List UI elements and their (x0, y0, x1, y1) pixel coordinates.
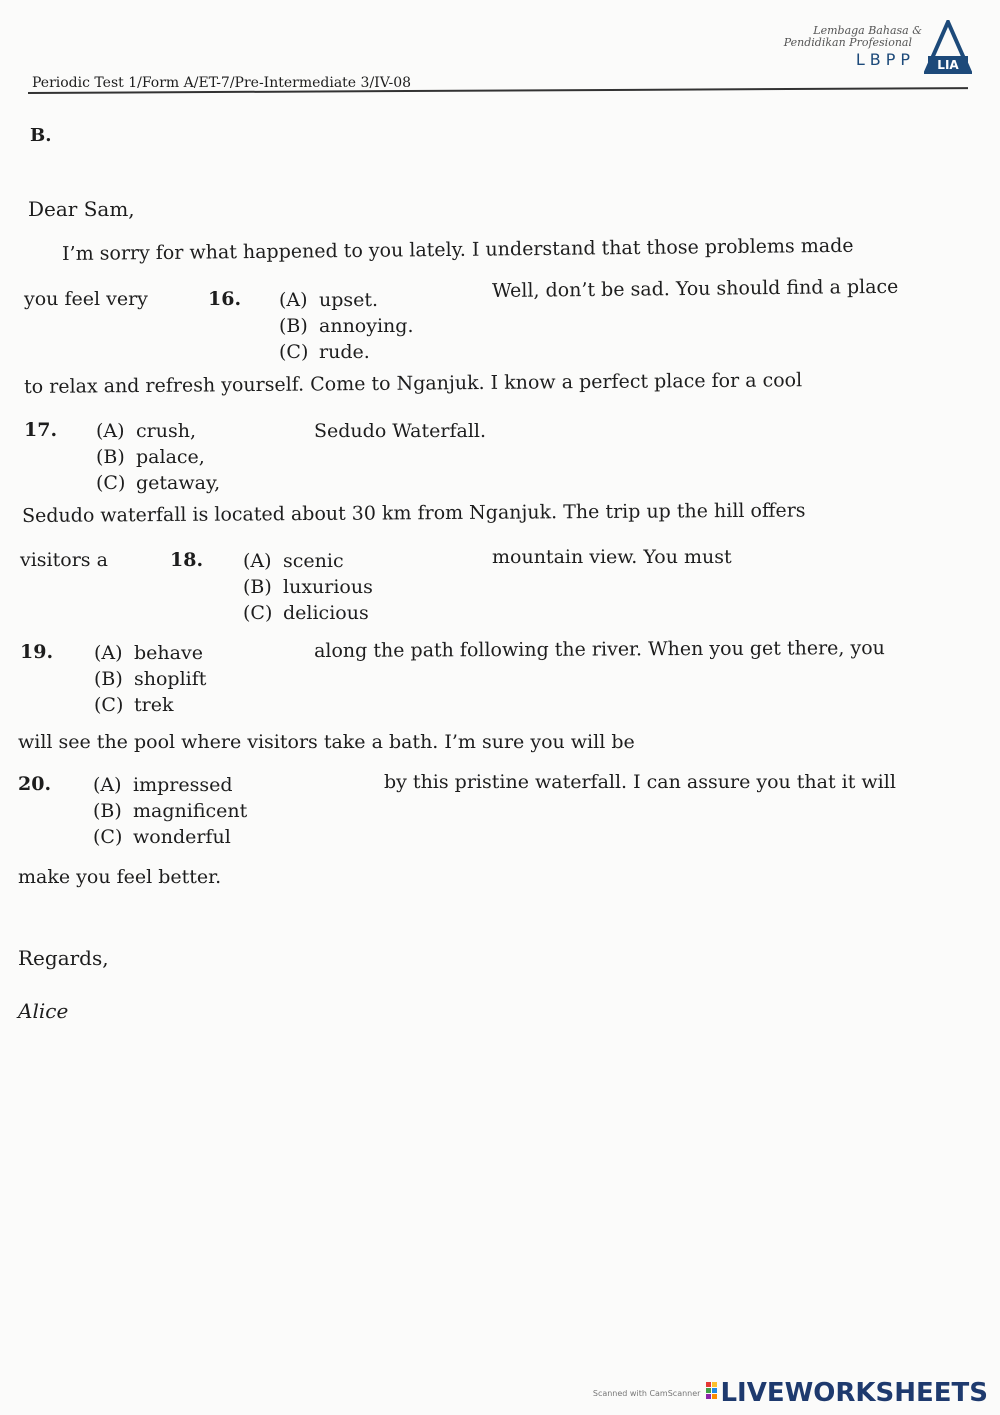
liveworksheets-brand: LIVEWORKSHEETS (720, 1378, 988, 1408)
option-text: crush, (136, 420, 196, 442)
scanned-note: Scanned with CamScanner (592, 1388, 701, 1398)
letter-closing: Regards, (18, 946, 109, 970)
option-letter: (A) (243, 550, 272, 572)
option-letter: (B) (279, 315, 308, 337)
letter-line-8: will see the pool where visitors take a bath. I’m sure you will be (18, 731, 635, 753)
answer-option[interactable] (93, 774, 233, 796)
option-text: magnificent (133, 800, 248, 822)
letter-line-5: Sedudo waterfall is located about 30 km from Nganjuk. The trip up the hill offers (22, 499, 806, 527)
letter-line-9: by this pristine waterfall. I can assure you that it will (384, 771, 896, 793)
option-letter: (C) (93, 826, 123, 848)
option-text: getaway, (136, 472, 221, 494)
footer-watermark (593, 1378, 988, 1408)
option-text: trek (134, 694, 174, 716)
answer-option[interactable] (93, 826, 231, 848)
answer-option[interactable] (279, 315, 414, 337)
option-letter: (C) (279, 341, 309, 363)
logo-mark-text: LIA (937, 58, 959, 72)
letter-greeting: Dear Sam, (28, 197, 135, 221)
answer-option[interactable] (279, 341, 370, 363)
answer-option[interactable] (243, 576, 373, 598)
answer-option[interactable] (93, 800, 247, 822)
logo-line-3: LBPP (855, 50, 915, 69)
question-number: 17. (24, 419, 58, 441)
option-letter: (B) (93, 800, 122, 822)
letter-signature: Alice (18, 999, 69, 1023)
letter-line-2a: you feel very (24, 288, 148, 310)
liveworksheets-logo-icon (706, 1382, 718, 1404)
lia-logo-icon (924, 20, 972, 78)
option-text: shoplift (134, 668, 207, 690)
answer-option[interactable] (96, 446, 205, 468)
option-letter: (C) (243, 602, 273, 624)
option-text: impressed (133, 774, 233, 796)
question-number: 18. (170, 549, 204, 571)
option-letter: (B) (94, 668, 123, 690)
option-text: wonderful (133, 826, 231, 848)
option-text: behave (134, 642, 203, 664)
answer-option[interactable] (279, 289, 378, 311)
option-text: upset. (319, 289, 379, 311)
logo-line-1: Lembaga Bahasa & (813, 24, 922, 37)
logo-line-2: Pendidikan Profesional (783, 36, 912, 49)
question-number: 19. (20, 641, 54, 663)
letter-line-6a: visitors a (20, 549, 108, 571)
letter-line-1: I’m sorry for what happened to you lately. I understand that those problems made (62, 234, 854, 265)
letter-line-3: to relax and refresh yourself. Come to Nganjuk. I know a perfect place for a cool (24, 369, 803, 398)
answer-option[interactable] (243, 550, 344, 572)
question-number: 20. (18, 773, 52, 795)
answer-option[interactable] (96, 420, 196, 442)
test-header-title: Periodic Test 1/Form A/ET-7/Pre-Intermediate 3/IV-08 (32, 75, 412, 91)
option-letter: (A) (93, 774, 122, 796)
option-letter: (A) (94, 642, 123, 664)
letter-line-10: make you feel better. (18, 866, 222, 888)
option-text: rude. (319, 341, 370, 363)
option-letter: (B) (96, 446, 125, 468)
option-letter: (B) (243, 576, 272, 598)
letter-line-2b: Well, don’t be sad. You should find a place (492, 275, 899, 302)
answer-option[interactable] (94, 642, 203, 664)
letter-line-6b: mountain view. You must (492, 546, 732, 568)
option-letter: (A) (279, 289, 308, 311)
option-letter: (C) (96, 472, 126, 494)
option-letter: (C) (94, 694, 124, 716)
answer-option[interactable] (96, 472, 220, 494)
letter-line-4: Sedudo Waterfall. (314, 420, 487, 442)
option-text: luxurious (283, 576, 373, 598)
option-text: scenic (283, 550, 344, 572)
answer-option[interactable] (94, 668, 206, 690)
letter-line-7: along the path following the river. When you get there, you (314, 637, 885, 662)
answer-option[interactable] (243, 602, 369, 624)
option-text: delicious (283, 602, 369, 624)
option-text: palace, (136, 446, 205, 468)
option-letter: (A) (96, 420, 125, 442)
section-label: B. (30, 125, 52, 146)
question-number: 16. (208, 288, 242, 310)
option-text: annoying. (319, 315, 414, 337)
answer-option[interactable] (94, 694, 173, 716)
